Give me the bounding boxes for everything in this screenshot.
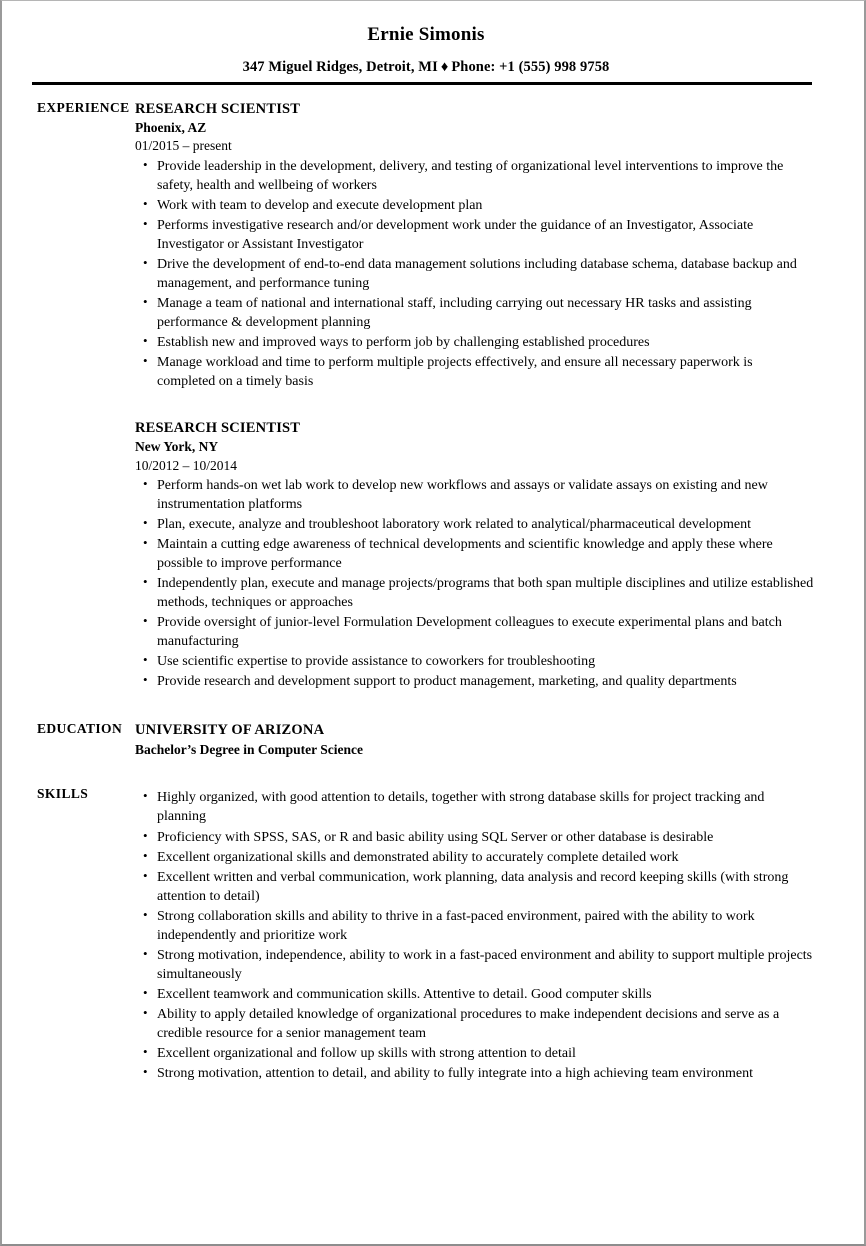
- section-experience: [10, 100, 842, 692]
- list-item: • Excellent organizational skills and demonstrated ability to accurately complete detailed work: [135, 848, 814, 867]
- list-item: • Provide research and development support to product management, marketing, and quality departments: [135, 672, 814, 691]
- education-entries: [135, 721, 842, 759]
- section-education: [10, 721, 842, 759]
- resume-content: [2, 1, 864, 1244]
- skills-entries: [135, 786, 842, 1082]
- list-item: • Ability to apply detailed knowledge of organizational procedures to make independent decisions and serve as a credible resource for a senior management team: [135, 1005, 814, 1043]
- list-item: • Manage workload and time to perform multiple projects effectively, and ensure all necessary paperwork is completed on a timely basis: [135, 353, 814, 391]
- skills-list: [135, 788, 814, 1082]
- list-item: • Work with team to develop and execute development plan: [135, 196, 814, 215]
- list-item: • Use scientific expertise to provide assistance to coworkers for troubleshooting: [135, 652, 814, 671]
- job-dates: 01/2015 – present: [135, 138, 232, 154]
- list-item: • Maintain a cutting edge awareness of technical developments and scientific knowledge and apply these where possible to improve performance: [135, 535, 814, 573]
- list-item: • Plan, execute, analyze and troubleshoot laboratory work related to analytical/pharmaceutical development: [135, 515, 814, 534]
- education-school: UNIVERSITY OF ARIZONA: [135, 722, 325, 739]
- list-item: • Strong motivation, attention to detail, and ability to fully integrate into a high achieving team environment: [135, 1064, 814, 1083]
- list-item: • Excellent organizational and follow up skills with strong attention to detail: [135, 1044, 814, 1063]
- list-item: • Strong collaboration skills and ability to thrive in a fast-paced environment, paired with the ability to work independently and prioritize work: [135, 907, 814, 945]
- contact-line: [10, 59, 842, 76]
- list-item: • Highly organized, with good attention to details, together with strong database skills for project tracking and planning: [135, 788, 814, 826]
- list-item: • Manage a team of national and international staff, including carrying out necessary HR tasks and assisting performance & development planning: [135, 294, 814, 332]
- list-item: • Drive the development of end-to-end data management solutions including database schema, database backup and management, and performance tuning: [135, 255, 814, 293]
- list-item: • Strong motivation, independence, ability to work in a fast-paced environment and ability to support multiple projects simultaneously: [135, 946, 814, 984]
- list-item: • Excellent written and verbal communication, work planning, data analysis and record keeping skills (with strong attention to detail): [135, 868, 814, 906]
- job-responsibility-list: [135, 476, 814, 691]
- list-item: • Excellent teamwork and communication skills. Attentive to detail. Good computer skills: [135, 985, 814, 1004]
- list-item: • Perform hands-on wet lab work to develop new workflows and assays or validate assays on existing and new instrumentation platforms: [135, 476, 814, 514]
- candidate-address: 347 Miguel Ridges, Detroit, MI: [242, 58, 438, 75]
- job-title: RESEARCH SCIENTIST: [135, 420, 301, 437]
- section-label-education: EDUCATION: [37, 721, 123, 737]
- experience-entry: [135, 419, 814, 691]
- job-dates: 10/2012 – 10/2014: [135, 457, 238, 473]
- candidate-name: Ernie Simonis: [367, 24, 485, 45]
- diamond-separator-icon: ♦: [440, 58, 449, 75]
- resume-header: [10, 1, 842, 76]
- education-degree: Bachelor’s Degree in Computer Science: [135, 742, 363, 758]
- section-label-skills: SKILLS: [37, 786, 89, 802]
- list-item: • Provide oversight of junior-level Formulation Development colleagues to execute experimental plans and batch manufacturing: [135, 613, 814, 651]
- list-item: • Establish new and improved ways to perform job by challenging established procedures: [135, 333, 814, 352]
- experience-entry: [135, 100, 814, 391]
- section-label-experience: EXPERIENCE: [37, 99, 130, 115]
- list-item: • Independently plan, execute and manage projects/programs that both span multiple disciplines and utilize established methods, techniques or approaches: [135, 574, 814, 612]
- candidate-phone: Phone: +1 (555) 998 9758: [451, 58, 610, 75]
- section-skills: [10, 786, 842, 1082]
- list-item: • Provide leadership in the development, delivery, and testing of organizational level interventions to improve the safety, health and wellbeing of workers: [135, 157, 814, 195]
- job-title: RESEARCH SCIENTIST: [135, 100, 301, 117]
- header-divider: [32, 82, 812, 85]
- list-item: • Performs investigative research and/or development work under the guidance of an Investigator, Associate Investigator or Assistant Investigator: [135, 216, 814, 254]
- job-location: Phoenix, AZ: [135, 120, 207, 136]
- list-item: • Proficiency with SPSS, SAS, or R and basic ability using SQL Server or other database is desirable: [135, 828, 814, 847]
- experience-entries: [135, 100, 842, 692]
- job-location: New York, NY: [135, 439, 219, 455]
- job-responsibility-list: [135, 157, 814, 391]
